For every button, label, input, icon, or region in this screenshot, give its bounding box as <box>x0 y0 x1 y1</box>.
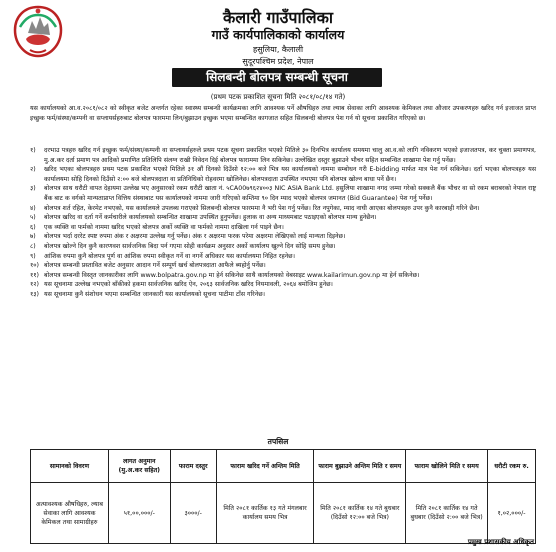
condition-number: ६) <box>30 223 36 231</box>
condition-item <box>30 242 536 252</box>
condition-item <box>30 280 536 290</box>
condition-item <box>30 232 536 242</box>
conditions-list <box>30 146 536 300</box>
condition-item <box>30 165 536 184</box>
condition-text: यस सूचनामा कुनै संशोधन भएमा सम्बन्धित जानकारी यस कार्यालयको सूचना पाटीमा टाँस गरिनेछ। <box>44 290 266 298</box>
condition-text: यस सूचनामा उल्लेख नभएको बाँकीको हकमा सार्वजनिक खरिद ऐन, २०६३ सार्वजनिक खरिद नियमावली, २०६४ बमोजिम हुनेछ। <box>44 281 333 289</box>
column-header: सामानको विवरण <box>31 450 109 483</box>
condition-item <box>30 204 536 214</box>
condition-number: २) <box>30 166 36 174</box>
table-row <box>31 483 536 544</box>
column-header: फाराम दस्तुर <box>170 450 216 483</box>
condition-text: आंशिक रुपमा कुनै बोलपत्र पूर्ण वा आंशिक रुपमा स्वीकृत गर्ने वा नगर्ने अधिकार यस कार्यालयमा निहित रहनेछ। <box>44 252 295 260</box>
condition-text: दरभाउ पत्रहरु खरिद गर्न इच्छुक फर्म/संस्था/कम्पनी वा सप्लायर्सहरुले प्रथम पटक सूचना प्रकाशित भएको मितिले ३० दिनभित्र कार्यालय समयमा चालु आ.व.को लागि नविकरण भएको इजाजतपत्र, कर चुक्ता प्रमाणपत्र, मु.अ.कर दर्ता प्रमाण पत्र आदिको प्रमाणित प्रतिलिपि संलग्न राखी निवेदन दिई बोलपत्र फाराममा लिन सकिनेछ। उल्लेखित दस्तुर बुझाउने भौचर सहित सम्बन्धित शाखामा पेश गर्नु पर्नेछ। <box>44 147 536 164</box>
column-header: धरौटी रकम रु. <box>488 450 536 483</box>
table-header-row <box>31 450 536 483</box>
condition-number: ९) <box>30 252 36 260</box>
condition-text: बोलपत्र साथ धरौटी वापत देहायमा उल्लेख भए अनुसारको रकम धरौटी खाता नं. ५CA00७९६२४००३ NIC ASIA Bank Ltd. हसुलिया शाखामा नगद जम्मा गरेको सक्कलै बैंक भौचर वा सो रकम बराबरको नेपाल राष्ट्र बैंक बाट क वर्गको मान्यताप्राप्त वित्तिय संस्थाबाट यस कार्यालयको नाममा जारी गरिएको कम्तिमा ९० दिन म्याद भएको बोलपत्र जमानत (Bid Guarantee) पेश गर्नु पर्नेछ। <box>44 185 536 202</box>
condition-text: खरिद भएका बोलपत्रहरु प्रथम पटक प्रकाशित भएको मितिले ३१ औं दिनको दिउँसो १२:०० बजे भित्र यस कार्यालयको नाममा सम्बोधन गरी E-bidding मार्फत मात्र पेश गर्न सकिनेछ। दर्ता भएका बोलपत्रहरु यस कार्यालयमा सोहि दिनको दिउँसो २:०० बजे बोलपत्रदाता वा प्रतिनिधिको रोहवरमा खोलिनेछ। बोलपत्रदाता उपस्थित नभएमा पनि बोलपत्र खोल्न बाधा पर्ने छैन। <box>44 166 536 183</box>
municipality-title: कैलारी गाउँपालिका <box>222 8 334 27</box>
condition-item <box>30 213 536 223</box>
publish-note: (प्रथम पटक प्रकाशित सूचना मिति २०८१/०८/१४ गते) <box>210 93 346 101</box>
province-line: सुदूरपश्चिम प्रदेश, नेपाल <box>242 57 314 66</box>
condition-item <box>30 271 536 281</box>
condition-text: बोलपत्र सम्बन्धी प्रस्तावित बजेट अनुसार आदान गर्ने सम्पूर्ण खर्च बोलपत्रदाता आफैले ब्यहोर्नु पर्नेछ। <box>44 262 266 270</box>
condition-number: १०) <box>30 262 40 270</box>
schedule-title: तपसिल <box>267 437 289 446</box>
table-cell: मिति २०८१ कार्तिक १४ गते बुधबार (दिउँसो २:०० बजे भित्र) <box>406 483 488 544</box>
condition-number: ८) <box>30 242 36 250</box>
column-header: फाराम खोलिने मिति र समय <box>406 450 488 483</box>
condition-text: बोलपत्र खोल्ने दिन कुनै कारणवश सार्वजनिक बिदा पर्न गएमा सोही कार्यक्रम अनुसार अर्को कार्यालय खुल्ने दिन सोहि समय हुनेछ। <box>44 242 336 250</box>
condition-item <box>30 261 536 271</box>
condition-number: ५) <box>30 214 36 222</box>
signatory-title: प्रमुख प्रशासकीय अधिकृत <box>467 538 534 546</box>
condition-text: बोलपत्र खरिद वा दर्ता गर्ने कर्मचारीले कार्यालयको सम्बन्धित शाखामा उपस्थित हुनुपर्नेछ। हुलाक वा अन्य माध्यमबाट पठाइएको बोलपत्र मान्य हुनेछैन। <box>44 214 377 222</box>
condition-item <box>30 223 536 233</box>
column-header: लागत अनुमान (मु.अ.कर सहित) <box>108 450 170 483</box>
condition-number: ३) <box>30 185 36 193</box>
column-header: फाराम बुझाउने अन्तिम मिति र समय <box>314 450 406 483</box>
notice-title-banner: सिलबन्दी बोलपत्र सम्बन्धी सूचना <box>172 68 382 87</box>
office-location: हसुलिया, कैलाली <box>252 45 304 54</box>
condition-text: बोलपत्र सम्बन्धी विस्तृत जानकारीका लागि www.bolpatra.gov.np मा हेर्न सकिनेछ साथै कार्यालयको वेबसाइट www.kailarimun.gov.np मा हेर्न सकिनेछ। <box>44 271 420 279</box>
condition-text: एक व्यक्ति वा फर्मको नाममा खरिद भएको बोलपत्र अर्को व्यक्ति वा फर्मको नाममा दाखिला गर्न पाइने छैन। <box>44 223 284 231</box>
table-cell: अत्यावश्यक औषधिहरु, ल्याब सेवाका लागि आवश्यक केमिकल तथा सामाग्रीहरु <box>31 483 109 544</box>
table-cell: १,०२,०००/- <box>488 483 536 544</box>
condition-item <box>30 184 536 203</box>
condition-text: बोलपत्र शर्त रहित, केरमेट नभएको, यस कार्यालयले उपलब्ध गराएको सिलबन्दी बोलपत्र फारममा नै भरी पेश गर्नु पर्नेछ। रित नपुगेका, म्याद नाघी आएका बोलपत्रहरु उपर कुनै कारबाही गरिने छैन। <box>44 204 480 212</box>
column-header: फाराम खरिद गर्ने अन्तिम मिति <box>216 450 314 483</box>
condition-number: १) <box>30 147 36 154</box>
condition-text: बोलपत्र भर्दा दररेट स्पष्ट रुपमा अंक र अक्षरमा उल्लेख गर्नु पर्नेछ। अंक र अक्षरमा फरक परेमा अक्षरमा लेखिएको लाई मान्यता दिइनेछ। <box>44 233 346 241</box>
condition-number: १२) <box>30 281 40 289</box>
bid-schedule-table <box>30 449 536 544</box>
condition-item <box>30 290 536 300</box>
table-cell: ५१,००,०००/- <box>108 483 170 544</box>
table-cell: ३०००/- <box>170 483 216 544</box>
intro-paragraph: यस कार्यालयको आ.व.२०८१/०८२ को स्वीकृत बजेट अन्तर्गत रहेका स्वास्थ्य सम्बन्धी कार्यक्रमका लागि आवश्यक पर्ने औषधिहरु तथा ल्याब सेवाका लागि आवश्यक केमिकल तथा औजार उपकरणहरु खरिद गर्न इजाजत प्राप्त इच्छुक फर्म/संस्था/कम्पनी वा सप्लायर्सहरुबाट बोलपत्र फारममा लिन/बुझाउन इच्छुक भएमा सम्बन्धित कागजात सहित सिलबन्दी बोलपत्र पेश गर्न यो सूचना प्रकाशित गरिएको छ। <box>30 105 536 122</box>
office-title: गाउँ कार्यपालिकाको कार्यालय <box>211 27 345 42</box>
condition-number: ७) <box>30 233 36 241</box>
condition-number: ४) <box>30 204 36 212</box>
table-cell: मिति २०८१ कार्तिक १३ गते मंगलबार कार्यालय समय भित्र <box>216 483 314 544</box>
condition-item <box>30 146 536 165</box>
table-cell: मिति २०८१ कार्तिक १४ गते बुधबार (दिउँसो १२:०० बजे भित्र) <box>314 483 406 544</box>
condition-number: ११) <box>30 271 40 279</box>
condition-number: १३) <box>30 290 40 298</box>
condition-item <box>30 252 536 262</box>
